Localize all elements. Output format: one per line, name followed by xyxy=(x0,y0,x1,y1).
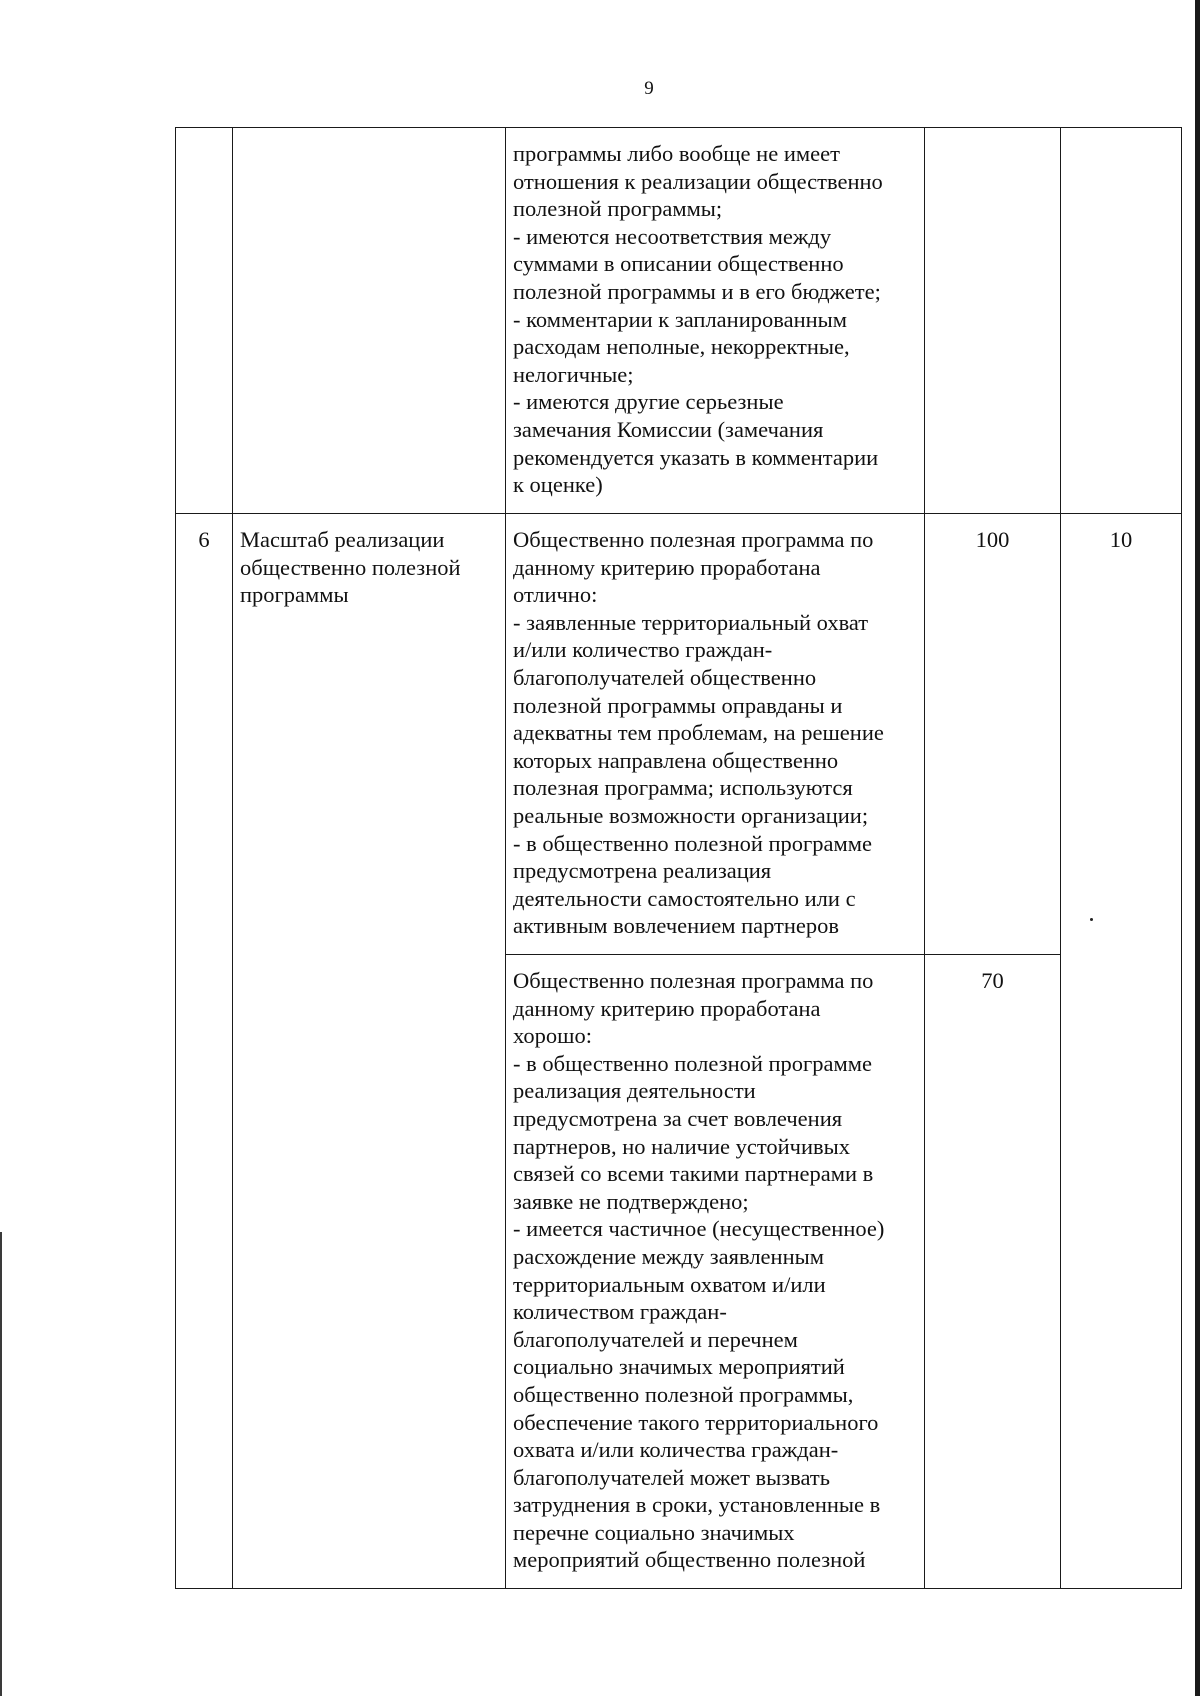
description-line: Общественно полезная программа по xyxy=(513,527,874,552)
description-line: обеспечение такого территориального xyxy=(513,1409,879,1435)
description-cell xyxy=(506,128,925,514)
number-cell xyxy=(176,514,233,1589)
criterion-cell xyxy=(233,128,506,514)
description-line: полезной программы оправданы и xyxy=(513,692,843,718)
description-line: партнеров, но наличие устойчивых xyxy=(513,1133,851,1159)
description-line: предусмотрена за счет вовлечения xyxy=(513,1105,843,1131)
description-line: затруднения в сроки, установленные в xyxy=(513,1492,881,1518)
criterion-name xyxy=(233,514,505,609)
criterion-number: 6 xyxy=(198,527,210,552)
description-line: рекомендуется указать в комментарии xyxy=(513,444,879,470)
description-line: отлично: xyxy=(513,582,598,608)
description-line: благополучателей общественно xyxy=(513,664,817,690)
score-cell xyxy=(925,955,1061,1589)
description-line: благополучателей и перечнем xyxy=(513,1326,798,1352)
description-line: охвата и/или количества граждан- xyxy=(513,1437,839,1463)
criterion-number xyxy=(176,128,232,140)
description-line: полезная программа; используются xyxy=(513,775,853,801)
weight-value: 10 xyxy=(1109,527,1133,552)
description-line: данному критерию проработана xyxy=(513,554,821,580)
weight-value xyxy=(1061,128,1181,140)
description-line: данному критерию проработана xyxy=(513,995,821,1021)
description-line: перечне социально значимых xyxy=(513,1519,795,1545)
score-cell xyxy=(925,514,1061,955)
weight-cell xyxy=(1061,514,1182,1589)
description-line: общественно полезной программы, xyxy=(513,1381,854,1407)
description-line: расходам неполные, некорректные, xyxy=(513,334,850,360)
description-line: отношения к реализации общественно xyxy=(513,168,883,194)
description-line: связей со всеми такими партнерами в xyxy=(513,1161,874,1187)
scan-edge-left xyxy=(0,1232,2,1696)
description-line: - имеется частичное (несущественное) xyxy=(513,1216,885,1242)
description-line: территориальным охватом и/или xyxy=(513,1271,826,1297)
description-line: хорошо: xyxy=(513,1023,592,1049)
score-value: 70 xyxy=(981,968,1004,993)
description-line: активным вовлечением партнеров xyxy=(513,913,840,939)
criterion-name xyxy=(233,128,505,140)
description-line: адекватны тем проблемам, на решение xyxy=(513,720,884,746)
description-text xyxy=(506,128,924,507)
criteria-table xyxy=(175,127,1182,1589)
table-row-continuation xyxy=(176,128,1182,514)
description-line: - имеются другие серьезные xyxy=(513,389,784,415)
description-line: полезной программы и в его бюджете; xyxy=(513,278,881,304)
weight-cell xyxy=(1061,128,1182,514)
description-line: которых направлена общественно xyxy=(513,747,839,773)
description-line: программы либо вообще не имеет xyxy=(513,141,840,166)
description-line: суммами в описании общественно xyxy=(513,251,844,277)
description-line: - имеются несоответствия между xyxy=(513,223,832,249)
description-line: расхождение между заявленным xyxy=(513,1243,824,1269)
score-cell xyxy=(925,128,1061,514)
scan-edge-right xyxy=(1195,0,1200,1696)
number-cell xyxy=(176,128,233,514)
score-value xyxy=(925,128,1060,140)
description-line: - заявленные территориальный охват xyxy=(513,609,869,635)
description-line: заявке не подтверждено; xyxy=(513,1188,749,1214)
description-line: количеством граждан- xyxy=(513,1299,727,1325)
scan-speck xyxy=(1090,918,1093,921)
description-line: деятельности самостоятельно или с xyxy=(513,885,856,911)
description-line: к оценке) xyxy=(513,472,603,498)
description-line: - в общественно полезной программе xyxy=(513,830,872,856)
criterion-name-line: общественно полезной xyxy=(240,554,461,580)
description-cell xyxy=(506,514,925,955)
description-line: замечания Комиссии (замечания xyxy=(513,416,824,442)
description-line: и/или количество граждан- xyxy=(513,637,773,663)
description-line: реальные возможности организации; xyxy=(513,802,869,828)
description-line: реализация деятельности xyxy=(513,1078,756,1104)
criterion-name-line: программы xyxy=(240,582,349,608)
description-line: - в общественно полезной программе xyxy=(513,1050,872,1076)
description-line: социально значимых мероприятий xyxy=(513,1354,845,1380)
description-line: - комментарии к запланированным xyxy=(513,306,848,332)
description-line: благополучателей может вызвать xyxy=(513,1464,830,1490)
criterion-name-line: Масштаб реализации xyxy=(240,527,445,552)
description-line: нелогичные; xyxy=(513,361,634,387)
description-text xyxy=(506,955,924,1582)
description-line: предусмотрена реализация xyxy=(513,858,772,884)
description-cell xyxy=(506,955,925,1589)
score-value: 100 xyxy=(975,527,1010,552)
table-row-criterion-6 xyxy=(176,514,1182,955)
description-line: Общественно полезная программа по xyxy=(513,968,874,993)
description-line: полезной программы; xyxy=(513,196,723,222)
description-text xyxy=(506,514,924,948)
criterion-cell xyxy=(233,514,506,1589)
page-number: 9 xyxy=(644,78,654,99)
description-line: мероприятий общественно полезной xyxy=(513,1547,866,1573)
